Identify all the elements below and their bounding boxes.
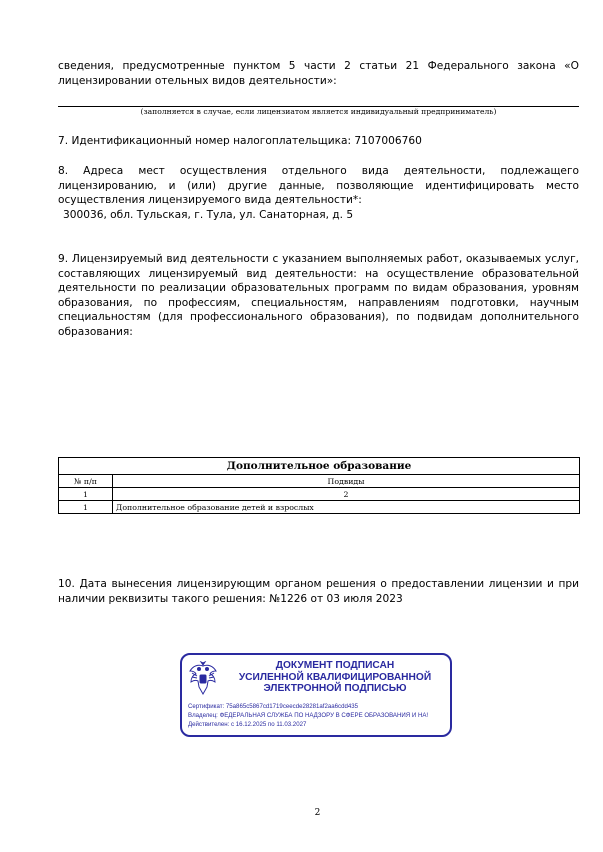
stamp-title-line: ЭЛЕКТРОННОЙ ПОДПИСЬЮ	[263, 683, 407, 694]
item-7-inn: 7. Идентификационный номер налогоплательщика: 7107006760	[58, 135, 422, 147]
table-cell: 2	[113, 488, 580, 501]
additional-education-table	[58, 457, 580, 514]
stamp-owner: Владелец: ФЕДЕРАЛЬНАЯ СЛУЖБА ПО НАДЗОРУ В СФЕРЕ ОБРАЗОВАНИЯ И НА!	[188, 712, 429, 719]
table-index-row	[59, 488, 580, 501]
table-row	[59, 501, 580, 514]
table-header-num: № п/п	[59, 475, 113, 488]
stamp-certificate: Сертификат: 75a865c5867cd1719ceecde28281af2aa6cdd435	[188, 703, 359, 710]
section-intro-text: сведения, предусмотренные пунктом 5 части 2 статьи 21 Федерального закона «О лицензировании отельных видов деятельности»:	[58, 60, 579, 87]
table-cell-name: Дополнительное образование детей и взрослых	[113, 501, 580, 514]
item-8-addresses: 8. Адреса мест осуществления отдельного вида деятельности, подлежащего лицензированию, и (или) другие данные, позволяющие идентифицировать место осуществления лицензируемого вида деятельности*:	[58, 165, 579, 207]
stamp-validity: Действителен: с 16.12.2025 по 11.03.2027	[188, 721, 307, 728]
item-9-activity: 9. Лицензируемый вид деятельности с указанием выполняемых работ, оказываемых услуг, составляющих лицензируемый вид деятельности: на осуществление образовательной деятельности по реализации образовательных программ по видам образования, уровням образования, по профессиям, специальностям, направлениям подготовки, научным специальностям (для профессионального образования), по подвидам дополнительного образования:	[58, 253, 579, 338]
table-cell: 1	[59, 488, 113, 501]
stamp-title	[222, 660, 448, 695]
item-10-decision: 10. Дата вынесения лицензирующим органом решения о предоставлении лицензии и при наличии реквизиты такого решения: №1226 от 03 июля 2023	[58, 578, 579, 605]
electronic-signature-stamp	[180, 653, 452, 737]
coat-of-arms-icon	[188, 661, 218, 697]
entrepreneur-note: (заполняется в случае, если лицензиатом является индивидуальный предприниматель)	[140, 107, 497, 116]
table-cell-num: 1	[59, 501, 113, 514]
item-8-address: 300036, обл. Тульская, г. Тула, ул. Санаторная, д. 5	[63, 209, 354, 221]
stamp-title-line: УСИЛЕННОЙ КВАЛИФИЦИРОВАННОЙ	[238, 671, 432, 683]
page-number: 2	[314, 808, 321, 818]
stamp-title-line: ДОКУМЕНТ ПОДПИСАН	[275, 660, 395, 671]
table-header-subtypes: Подвиды	[113, 475, 580, 488]
table-title: Дополнительное образование	[59, 458, 580, 475]
